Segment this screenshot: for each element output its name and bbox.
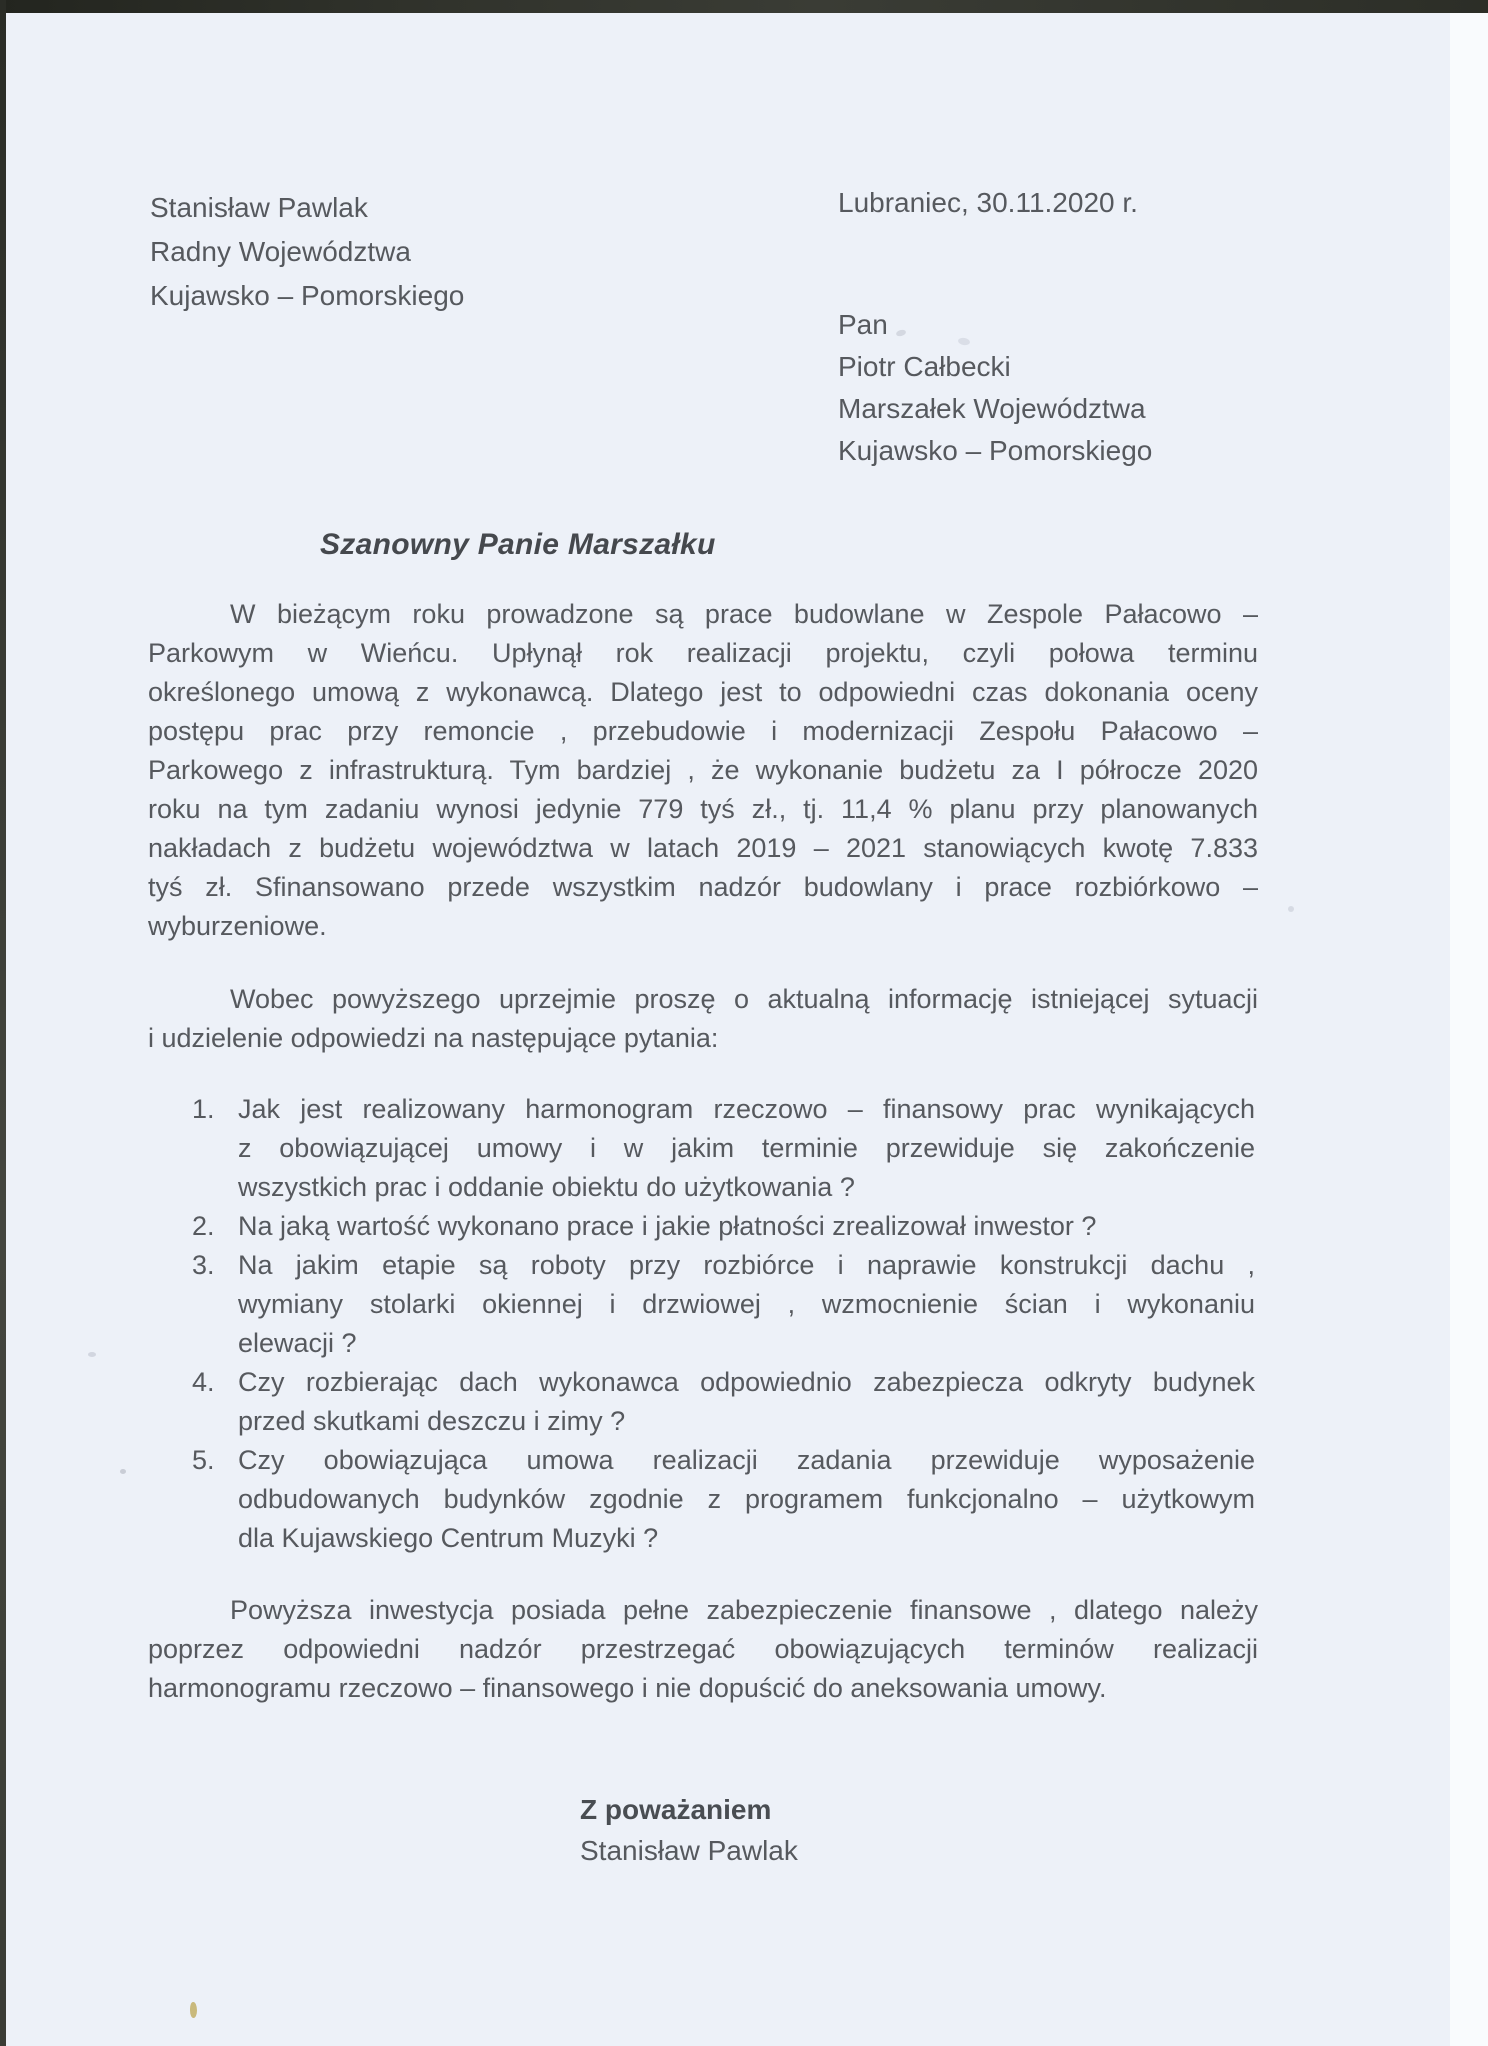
scan-speck [120, 1469, 126, 1474]
signoff-block [580, 1789, 798, 1871]
question-text [238, 1207, 1255, 1246]
body-line: W bieżącym roku prowadzone są prace budowlane w Zespole Pałacowo – [230, 599, 1258, 629]
recipient-honorific: Pan [838, 309, 888, 340]
scan-speck [88, 1352, 96, 1357]
body-line: wyburzeniowe. [148, 911, 327, 941]
body-line: roku na tym zadaniu wynosi jedynie 779 tyś zł., tj. 11,4 % planu przy planowanych [148, 794, 1258, 824]
sender-block [150, 186, 464, 318]
question-number: 1. [192, 1094, 215, 1124]
question-item-3 [192, 1246, 1255, 1363]
recipient-title: Marszałek Województwa [838, 393, 1146, 424]
question-item-1 [192, 1090, 1255, 1207]
questions-list [192, 1090, 1255, 1558]
salutation: Szanowny Panie Marszałku [320, 528, 716, 561]
body-line: elewacji ? [238, 1328, 357, 1358]
paragraph-2 [148, 980, 1258, 1058]
paragraph-1 [148, 595, 1258, 946]
body-line: nakładach z budżetu województwa w latach 2019 – 2021 stanowiących kwotę 7.833 [148, 833, 1258, 863]
body-line: Czy rozbierając dach wykonawca odpowiednio zabezpiecza odkryty budynek [238, 1367, 1255, 1397]
body-line: wymiany stolarki okiennej i drzwiowej , wzmocnienie ścian i wykonaniu [238, 1289, 1255, 1319]
letter-date: Lubraniec, 30.11.2020 r. [838, 187, 1138, 218]
body-line: Parkowym w Wieńcu. Upłynął rok realizacji projektu, czyli połowa terminu [148, 638, 1258, 668]
body-line: Na jaką wartość wykonano prace i jakie płatności zrealizował inwestor ? [238, 1211, 1097, 1241]
body-line: z obowiązującej umowy i w jakim terminie przewiduje się zakończenie [238, 1133, 1255, 1163]
body-line: Wobec powyższego uprzejmie proszę o aktualną informację istniejącej sytuacji [230, 984, 1258, 1014]
question-number: 2. [192, 1211, 215, 1241]
recipient-block [838, 304, 1152, 472]
body-line: odbudowanych budynków zgodnie z programem funkcjonalno – użytkowym [238, 1484, 1255, 1514]
scan-top-edge [0, 0, 1488, 13]
body-line: przed skutkami deszczu i zimy ? [238, 1406, 626, 1436]
sender-name: Stanisław Pawlak [150, 192, 368, 223]
scan-right-strip [1450, 13, 1488, 2046]
scan-speck [1288, 906, 1294, 912]
body-line: Na jakim etapie są roboty przy rozbiórce i naprawie konstrukcji dachu , [238, 1250, 1255, 1280]
question-text [238, 1441, 1255, 1558]
body-line: poprzez odpowiedni nadzór przestrzegać obowiązujących terminów realizacji [148, 1634, 1258, 1664]
sender-region: Kujawsko – Pomorskiego [150, 280, 465, 311]
closing-paragraph [148, 1591, 1258, 1708]
body-line: Jak jest realizowany harmonogram rzeczowo – finansowy prac wynikających [238, 1094, 1255, 1124]
body-line: określonego umową z wykonawcą. Dlatego jest to odpowiedni czas dokonania oceny [148, 677, 1258, 707]
question-item-5 [192, 1441, 1255, 1558]
signoff-name: Stanisław Pawlak [580, 1835, 798, 1866]
body-line: i udzielenie odpowiedzi na następujące pytania: [148, 1023, 719, 1053]
question-text [238, 1363, 1255, 1441]
question-text [238, 1246, 1255, 1363]
body-line: Czy obowiązująca umowa realizacji zadania przewiduje wyposażenie [238, 1445, 1255, 1475]
question-item-4 [192, 1363, 1255, 1441]
question-number: 3. [192, 1250, 215, 1280]
recipient-name: Piotr Całbecki [838, 351, 1011, 382]
signoff-label: Z poważaniem [580, 1794, 772, 1825]
question-number: 5. [192, 1445, 215, 1475]
body-line: Powyższa inwestycja posiada pełne zabezpieczenie finansowe , dlatego należy [230, 1595, 1258, 1625]
body-line: wszystkich prac i oddanie obiektu do użytkowania ? [238, 1172, 855, 1202]
recipient-region: Kujawsko – Pomorskiego [838, 435, 1153, 466]
question-number: 4. [192, 1367, 215, 1397]
body-line: dla Kujawskiego Centrum Muzyki ? [238, 1523, 659, 1553]
body-line: postępu prac przy remoncie , przebudowie i modernizacji Zespołu Pałacowo – [148, 716, 1258, 746]
scan-left-edge [0, 0, 6, 2046]
body-line: tyś zł. Sfinansowano przede wszystkim nadzór budowlany i prace rozbiórkowo – [148, 872, 1258, 902]
body-line: harmonogramu rzeczowo – finansowego i nie dopuścić do aneksowania umowy. [148, 1673, 1107, 1703]
question-text [238, 1090, 1255, 1207]
body-line: Parkowego z infrastrukturą. Tym bardziej , że wykonanie budżetu za I półrocze 2020 [148, 755, 1258, 785]
question-item-2 [192, 1207, 1255, 1246]
sender-title: Radny Województwa [150, 236, 411, 267]
scan-speck [190, 2002, 197, 2018]
